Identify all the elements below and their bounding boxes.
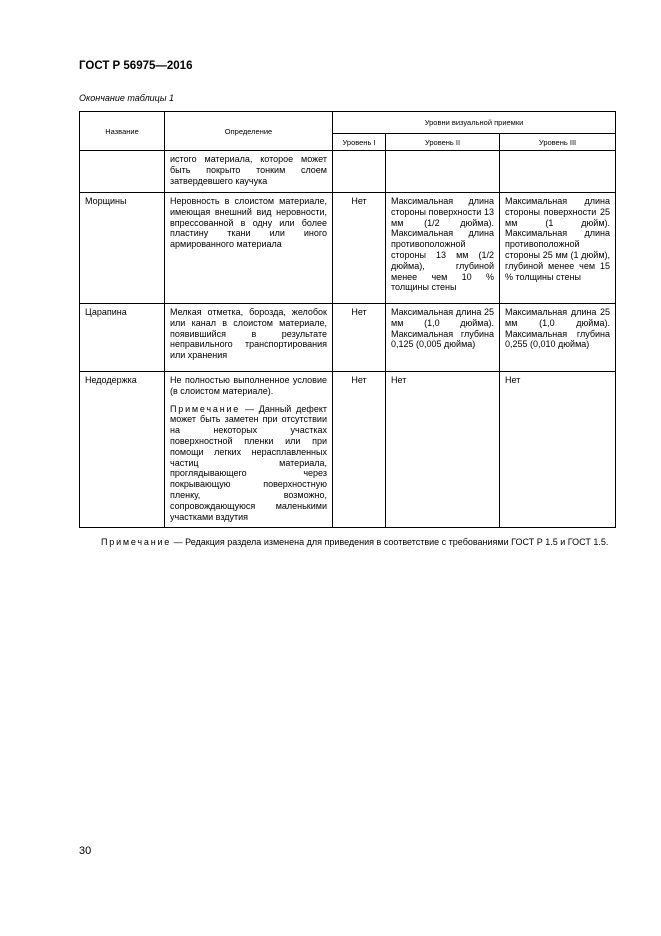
row-definition: истого материала, которое может быть покрыто тонким слоем затвердевшего каучука	[165, 151, 333, 193]
row-level3: Нет	[500, 372, 616, 528]
page-number: 30	[79, 845, 92, 857]
footnote-text: — Редакция раздела изменена для приведения в соответствие с требованиями ГОСТ Р 1.5 и ГОСТ 1.5.	[171, 537, 609, 547]
row-definition: Неровность в слоистом материале, имеющая внешний вид неровности, впрессованной в одну или более пластину ткани или иного армированного материала	[165, 193, 333, 304]
column-header-levels: Уровни визуальной приемки	[333, 112, 616, 134]
row-level1	[333, 151, 386, 193]
column-header-level3: Уровень III	[500, 134, 616, 151]
row-definition-cell	[165, 372, 333, 528]
row-level3: Максимальная длина 25 мм (1,0 дюйма). Максимальная глубина 0,255 (0,010 дюйма)	[500, 304, 616, 372]
column-header-name: Название	[80, 112, 165, 151]
footnote	[79, 536, 616, 548]
column-header-level1: Уровень I	[333, 134, 386, 151]
row-level3: Максимальная длина стороны поверхности 25 мм (1 дюйм). Максимальная длина противоположной стороны 25 мм (1 дюйм), глубиной менее чем 15 % толщины стены	[500, 193, 616, 304]
row-name: Морщины	[80, 193, 165, 304]
row-definition: Не полностью выполненное условие (в слоистом материале).	[170, 375, 327, 396]
table-row	[80, 151, 616, 193]
row-note-text: — Данный дефект может быть заметен при отсутствии на некоторых участках поверхностной пленки или при помощи легких нерасплавленных частиц материала, проглядывающего через покрывающую поверхностную пленку, возможно, сопровождающуюся маленькими участками вздутия	[170, 403, 327, 522]
row-definition: Мелкая отметка, борозда, желобок или канал в слоистом материале, появившийся в результате неправильного транспортирования или хранения	[165, 304, 333, 372]
footnote-label: Примечание	[101, 537, 172, 547]
row-name	[80, 151, 165, 193]
row-level1: Нет	[333, 372, 386, 528]
table-row	[80, 304, 616, 372]
row-name: Недодержка	[80, 372, 165, 528]
row-level1: Нет	[333, 193, 386, 304]
defects-table	[79, 111, 616, 528]
document-header: ГОСТ Р 56975—2016	[79, 60, 193, 72]
table-row	[80, 193, 616, 304]
row-level2: Максимальная длина стороны поверхности 13 мм (1/2 дюйма). Максимальная длина противоположной стороны 13 мм (1/2 дюйма), глубиной менее чем 10 % толщины стены	[386, 193, 500, 304]
row-level2: Нет	[386, 372, 500, 528]
row-name: Царапина	[80, 304, 165, 372]
table-caption: Окончание таблицы 1	[79, 93, 174, 103]
row-level2	[386, 151, 500, 193]
row-level3	[500, 151, 616, 193]
row-note-label: Примечание	[170, 403, 241, 414]
column-header-level2: Уровень II	[386, 134, 500, 151]
row-note	[170, 404, 327, 523]
table-row	[80, 372, 616, 528]
column-header-definition: Определение	[165, 112, 333, 151]
row-level2: Максимальная длина 25 мм (1,0 дюйма). Максимальная глубина 0,125 (0,005 дюйма)	[386, 304, 500, 372]
row-level1: Нет	[333, 304, 386, 372]
